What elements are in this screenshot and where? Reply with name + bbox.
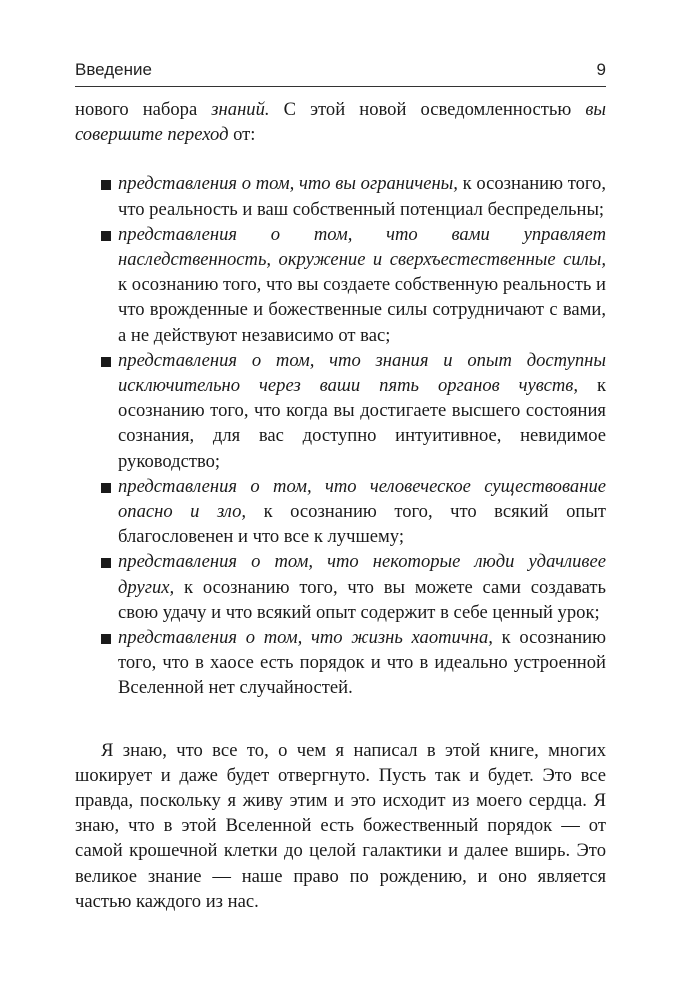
item-emphasis: представления о том, что некоторые люди удачливее других, [118, 551, 606, 598]
item-emphasis: представления о том, что жизнь хаотична, [118, 627, 493, 649]
list-item [75, 474, 606, 550]
square-bullet-icon [101, 357, 111, 367]
list-item [75, 171, 606, 221]
square-bullet-icon [101, 634, 111, 644]
item-emphasis: представления о том, что знания и опыт доступны исключительно через ваши пять органов чувств, [118, 349, 606, 397]
header-rule [75, 86, 606, 87]
item-text: к осознанию того, что в хаосе есть порядок и что в идеально устроенной Вселенной нет случайностей. [118, 627, 606, 699]
closing-paragraph: Я знаю, что все то, о чем я написал в этой книге, многих шокирует и даже будет отвергнуто. Пусть так и будет. Это все правда, поскольку я живу этим и это исходит из моего сердца. Я знаю, что в этой Вселенной есть божественный порядок — от самой крошечной клетки до целой галактики и далее вширь. Это великое знание — наше право по рождению, и оно является частью каждого из нас. [75, 739, 606, 912]
item-text: к осознанию того, что вы можете сами создавать свою удачу и что всякий опыт содержит в себе ценный урок; [118, 576, 606, 623]
list-item [75, 625, 606, 701]
lead-emphasis: знаний. [211, 99, 270, 120]
lead-text: С этой новой осведомленностью [269, 99, 586, 120]
page-number: 9 [596, 60, 606, 79]
square-bullet-icon [101, 231, 111, 241]
running-header [75, 60, 606, 86]
item-text: к осознанию того, что реальность и ваш собственный потенциал беспредельны; [118, 173, 607, 220]
list-item [75, 549, 606, 625]
square-bullet-icon [101, 180, 111, 190]
item-emphasis: представления о том, что человеческое существование опасно и зло, [118, 475, 606, 523]
list-item [75, 348, 606, 474]
page-body [75, 97, 606, 914]
item-text: к осознанию того, что когда вы достигаете высшего состояния сознания, для вас доступно интуитивное, невидимое руководство; [118, 375, 607, 472]
item-emphasis: представления о том, что вы ограничены, [118, 173, 458, 195]
item-text: к осознанию того, что всякий опыт благословенен и что все к лучшему; [118, 501, 606, 548]
lead-text: нового набора [75, 99, 212, 120]
item-text: к осознанию того, что вы создаете собственную реальность и что врожденные и божественные силы сотрудничают с вами, а не действуют независимо от вас; [118, 274, 606, 346]
transition-list [75, 171, 606, 700]
square-bullet-icon [101, 558, 111, 568]
lead-emphasis: вы совершите переход [75, 99, 606, 146]
lead-text: от: [228, 124, 256, 146]
list-item [75, 222, 606, 348]
lead-paragraph [75, 97, 606, 147]
square-bullet-icon [101, 483, 111, 493]
section-title: Введение [75, 60, 152, 79]
item-emphasis: представления о том, что вами управляет наследственность, окружение и сверхъестественные силы, [118, 223, 606, 271]
